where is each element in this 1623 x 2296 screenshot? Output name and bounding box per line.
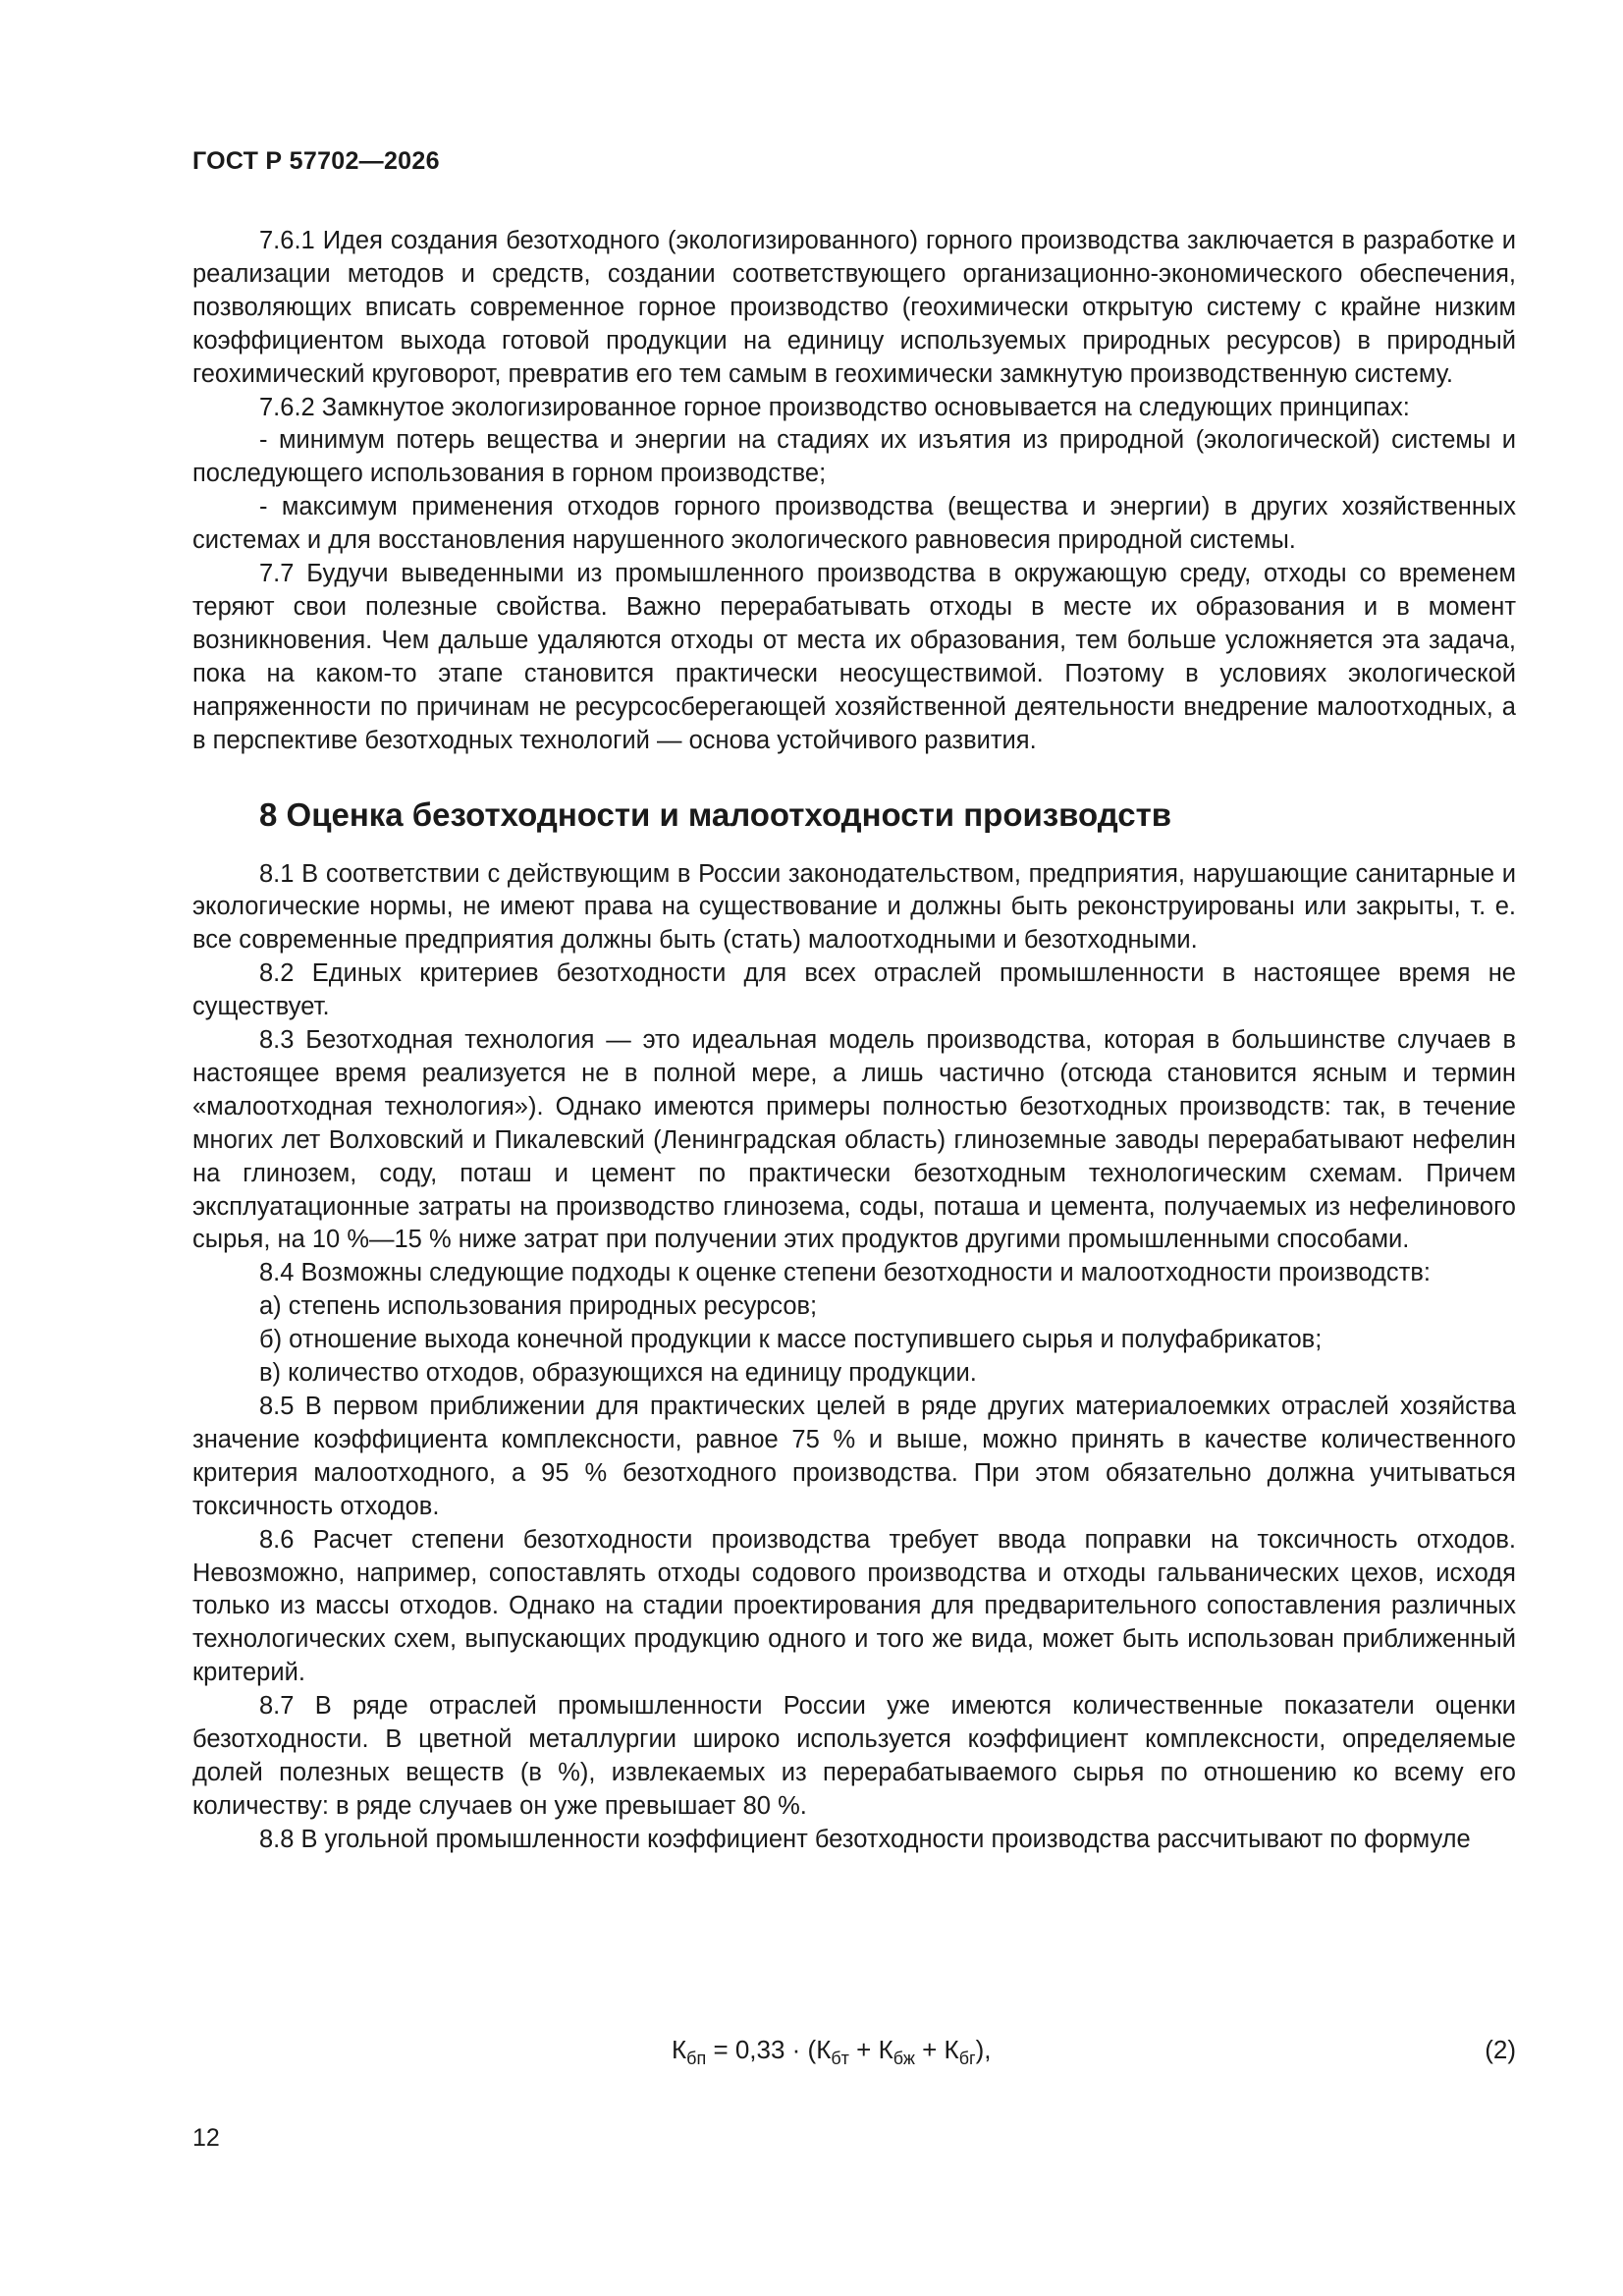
paragraph-8-5: 8.5 В первом приближении для практических целей в ряде других материалоемких отраслей хозяйства значение коэффициента комплексности, равное 75 % и выше, можно принять в качестве количественного критерия малоотходного, а 95 % безотходного производства. При этом обязательно должна учитываться токсичность отходов. [192,1393,1516,1520]
paragraph-8-2: 8.2 Единых критериев безотходности для всех отраслей промышленности в настоящее время не существует. [192,959,1516,1021]
list-item: - минимум потерь вещества и энергии на стадиях их изъятия из природной (экологической) системы и последующего использования в горном производстве; [192,426,1516,488]
paragraph-8-6: 8.6 Расчет степени безотходности производства требует ввода поправки на токсичность отходов. Невозможно, например, сопоставлять отходы содового производства и отходы гальванических цехов, исходя только из массы отходов. Однако на стадии проектирования для предварительного сопоставления различных технологических схем, выпускающих продукцию одного и того же вида, может быть использован приближенный критерий. [192,1525,1516,1687]
paragraph-8-7: 8.7 В ряде отраслей промышленности России уже имеются количественные показатели оценки безотходности. В цветной металлургии широко используется коэффициент комплексности, определяемые долей полезных веществ (в %), извлекаемых из перерабатываемого сырья по отношению ко всему его количеству: в ряде случаев он уже превышает 80 %. [192,1692,1516,1820]
document-id: ГОСТ Р 57702—2026 [192,147,440,175]
paragraph-7-6-2: 7.6.2 Замкнутое экологизированное горное производство основывается на следующих принципах: [259,393,1410,421]
list-item-c: в) количество отходов, образующихся на единицу продукции. [259,1359,977,1388]
paragraph-8-8: 8.8 В угольной промышленности коэффициент безотходности производства рассчитывают по формуле [259,1825,1471,1853]
list-item: - максимум применения отходов горного производства (вещества и энергии) в других хозяйственных системах и для восстановления нарушенного экологического равновесия природной системы. [192,493,1516,555]
formula-number: (2) [1485,2035,1516,2064]
section-heading-8: 8 Оценка безотходности и малоотходности производств [259,795,1172,833]
list-item-b: б) отношение выхода конечной продукции к массе поступившего сырья и полуфабрикатов; [259,1326,1323,1354]
page-number: 12 [192,2124,220,2152]
paragraph-8-4: 8.4 Возможны следующие подходы к оценке степени безотходности и малоотходности производств: [259,1259,1431,1287]
formula [192,2030,1516,2069]
paragraph-7-6-1: 7.6.1 Идея создания безотходного (экологизированного) горного производства заключается в разработке и реализации методов и средств, создании соответствующего организационно-экономического обеспечения, позволяющих вписать современное горное производство (геохимически открытую систему с крайне низким коэффициентом выхода готовой продукции на единицу используемых природных ресурсов) в природный геохимический круговорот, превратив его тем самым в геохимически замкнутую производственную систему. [192,227,1516,388]
paragraph-7-7: 7.7 Будучи выведенными из промышленного производства в окружающую среду, отходы со временем теряют свои полезные свойства. Важно перерабатывать отходы в месте их образования и в момент возникновения. Чем дальше удаляются отходы от места их образования, тем больше усложняется эта задача, пока на каком-то этапе становится практически неосуществимой. Поэтому в условиях экологической напряженности по причинам не ресурсосберегающей хозяйственной деятельности внедрение малоотходных, а в перспективе безотходных технологий — основа устойчивого развития. [192,560,1516,754]
paragraph-8-3: 8.3 Безотходная технология — это идеальная модель производства, которая в большинстве случаев в настоящее время реализуется не в полной мере, а лишь частично (отсюда становится ясным и термин «малоотходная технология»). Однако имеются примеры полностью безотходных производств: так, в течение многих лет Волховский и Пикалевский (Ленинградская область) глиноземные заводы перерабатывают нефелин на глинозем, соду, поташ и цемент по практически безотходным технологическим схемам. Причем эксплуатационные затраты на производство глинозема, соды, поташа и цемента, получаемых из нефелинового сырья, на 10 %—15 % ниже затрат при получении этих продуктов другими промышленными способами. [192,1026,1516,1254]
paragraph-8-1: 8.1 В соответствии с действующим в России законодательством, предприятия, нарушающие санитарные и экологические нормы, не имеют права на существование и должны быть реконструированы или закрыты, т. е. все современные предприятия должны быть (стать) малоотходными и безотходными. [192,859,1516,955]
page-body [192,225,1516,1857]
list-item-a: а) степень использования природных ресурсов; [259,1292,818,1321]
formula-expression: $К_{бп} = 0,33 \cdot (К_{бт} + К_{бж} + К_{бг})$, [672,2035,992,2068]
